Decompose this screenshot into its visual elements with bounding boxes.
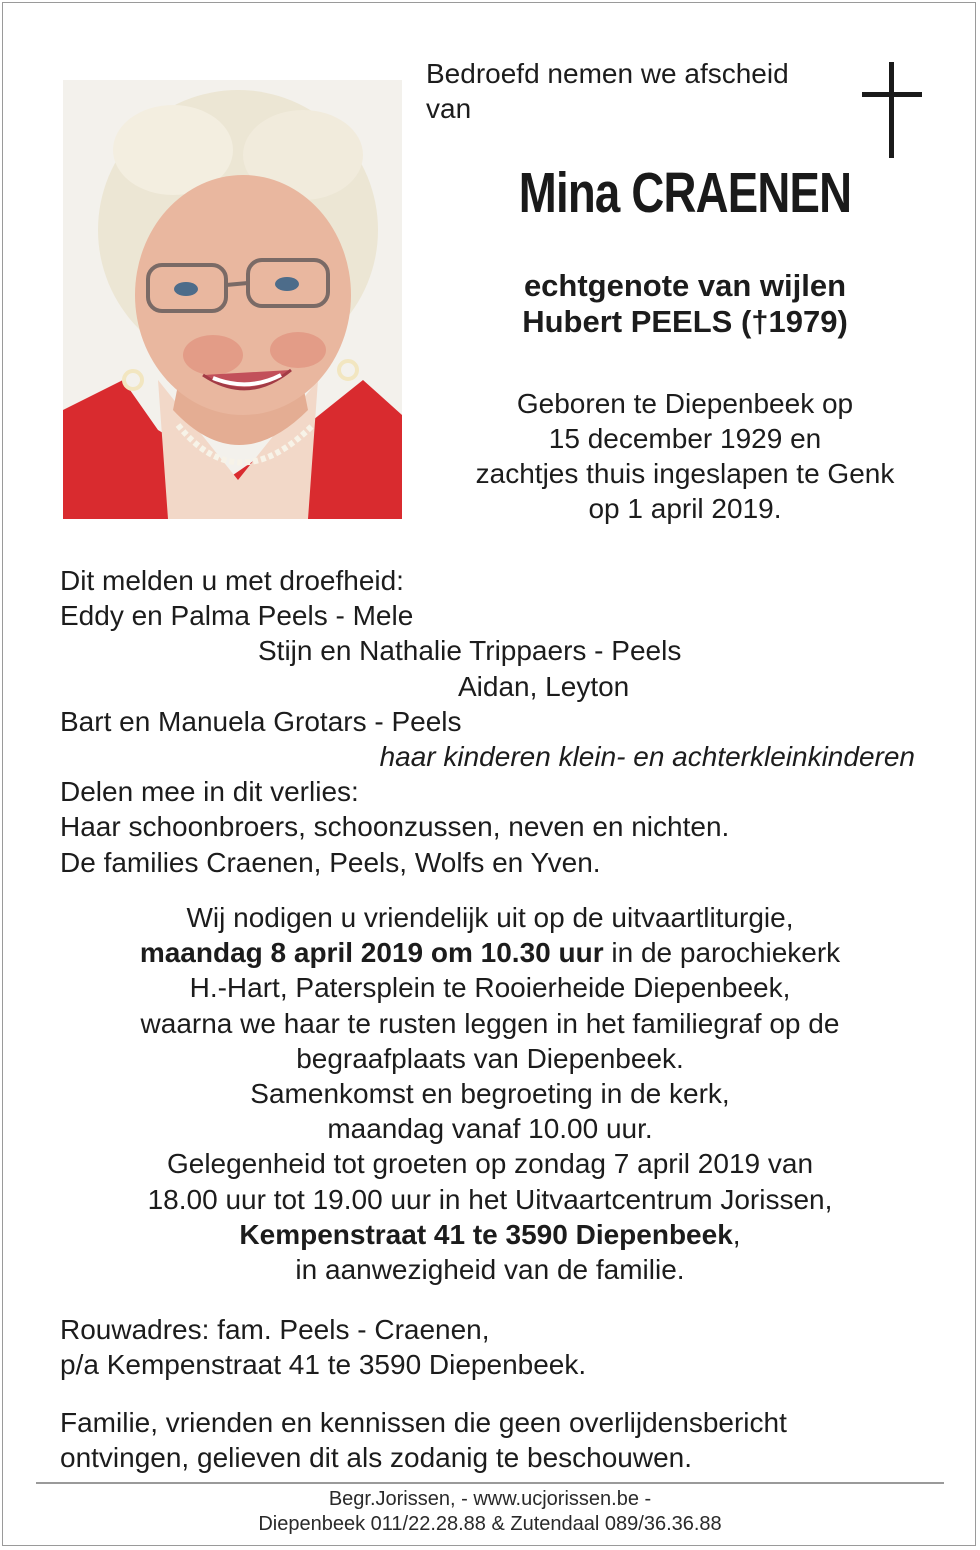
footer [40, 1487, 940, 1537]
mourning-address [60, 1312, 940, 1382]
spouse-line: echtgenote van wijlen [523, 268, 847, 303]
service-line: Gelegenheid tot groeten op zondag 7 april 2019 van [166, 1148, 814, 1180]
service-line: Wij nodigen u vriendelijk uit op de uitvaartliturgie, [186, 902, 794, 933]
service-line: maandag vanaf 10.00 uur. [327, 1113, 653, 1145]
service-line: Kempenstraat 41 te 3590 Diepenbeek, [239, 1218, 741, 1250]
intro-line: Bedroefd nemen we afscheid [426, 58, 789, 89]
mourner-line: De families Craenen, Peels, Wolfs en Yven. [60, 846, 601, 878]
intro-text [426, 56, 846, 126]
mourner-line: Haar schoonbroers, schoonzussen, neven en nichten. [60, 811, 730, 843]
service-line: begraafplaats van Diepenbeek. [296, 1042, 684, 1074]
mourner-line: Bart en Manuela Grotars - Peels [60, 705, 462, 737]
service-line: Samenkomst en begroeting in de kerk, [250, 1078, 730, 1110]
notice-text [60, 1405, 940, 1475]
cross-icon [862, 62, 922, 160]
service-details [40, 900, 940, 1287]
birth-line: op 1 april 2019. [588, 493, 782, 524]
mourners-list [60, 563, 960, 880]
portrait-photo [63, 80, 402, 519]
birth-line: zachtjes thuis ingeslapen te Genk [475, 458, 895, 489]
mourners-heading: Dit melden u met droefheid: [60, 565, 404, 596]
mourner-line: Delen mee in dit verlies: [60, 776, 359, 808]
service-line: 18.00 uur tot 19.00 uur in het Uitvaartcentrum Jorissen, [147, 1183, 833, 1215]
birth-line: Geboren te Diepenbeek op [516, 388, 854, 419]
birth-death-text [420, 386, 950, 526]
service-line: H.-Hart, Patersplein te Rooierheide Diepenbeek, [189, 972, 791, 1004]
intro-line: van [426, 93, 472, 124]
notice-line: Familie, vrienden en kennissen die geen overlijdensbericht [60, 1407, 787, 1438]
spouse-line: Hubert PEELS (†1979) [522, 304, 848, 339]
spouse-text [420, 268, 950, 340]
service-line: maandag 8 april 2019 om 10.30 uur in de parochiekerk [139, 937, 841, 969]
notice-line: ontvingen, gelieven dit als zodanig te beschouwen. [60, 1442, 692, 1473]
mourner-line: Aidan, Leyton [458, 670, 630, 702]
mourner-line: Eddy en Palma Peels - Mele [60, 600, 414, 632]
mourner-line: Stijn en Nathalie Trippaers - Peels [258, 635, 682, 667]
service-line: in aanwezigheid van de familie. [295, 1254, 685, 1286]
service-datetime: maandag 8 april 2019 om 10.30 uur [139, 937, 604, 969]
mourner-line: haar kinderen klein- en achterkleinkinderen [379, 741, 915, 773]
service-line: waarna we haar te rusten leggen in het familiegraf op de [140, 1007, 840, 1039]
address-line: Rouwadres: fam. Peels - Craenen, [60, 1314, 490, 1345]
footer-line: Diepenbeek 011/22.28.88 & Zutendaal 089/36.36.88 [258, 1513, 722, 1535]
footer-line: Begr.Jorissen, - www.ucjorissen.be - [328, 1488, 652, 1510]
birth-line: 15 december 1929 en [548, 423, 822, 454]
deceased-name: Mina CRAENEN [518, 161, 852, 225]
address-line: p/a Kempenstraat 41 te 3590 Diepenbeek. [60, 1349, 587, 1380]
footer-divider [36, 1482, 944, 1484]
service-address: Kempenstraat 41 te 3590 Diepenbeek [239, 1218, 733, 1250]
